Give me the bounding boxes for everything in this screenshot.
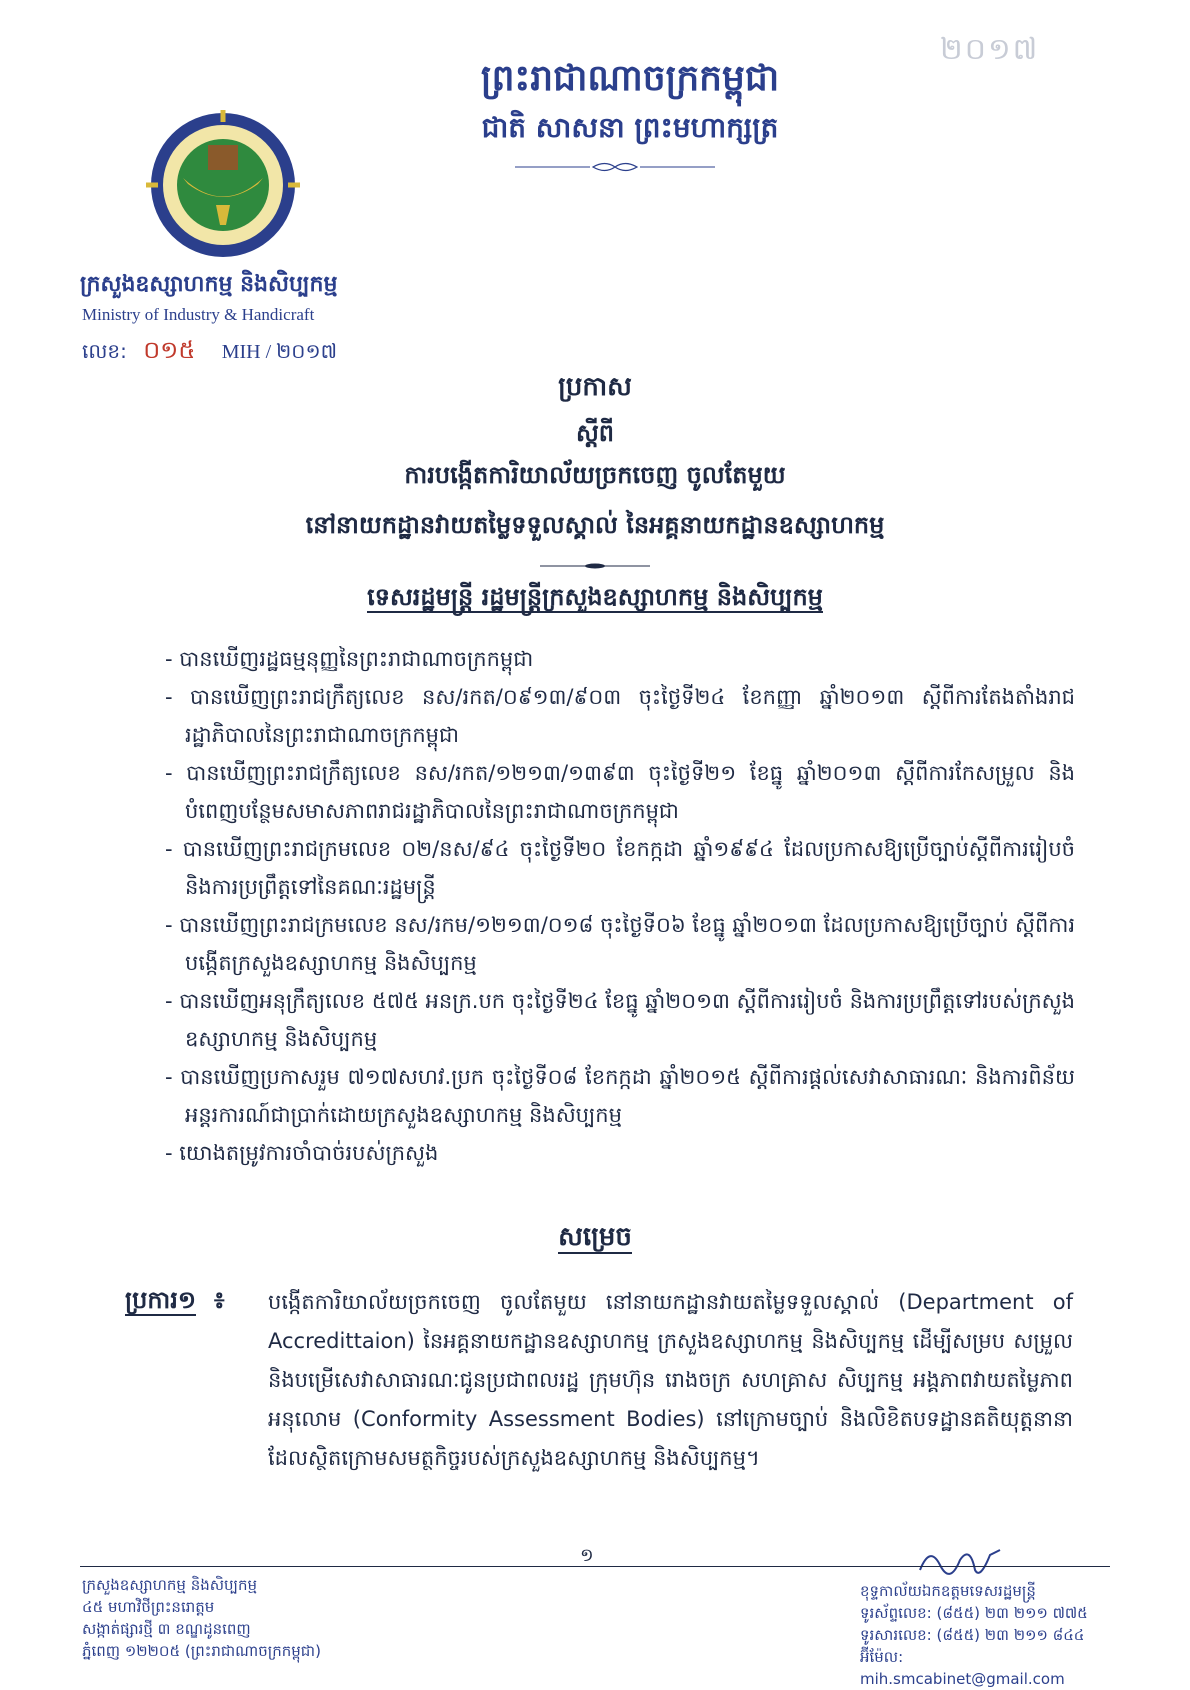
footer-contact-line: ខុទ្ទកាល័យឯកឧត្តមទេសរដ្ឋមន្ត្រី (860, 1582, 1036, 1600)
ministry-name-en: Ministry of Industry & Handicraft (82, 305, 315, 324)
decision-text: សម្រេច (558, 1222, 632, 1252)
recital-item: - បានឃើញព្រះរាជក្រមលេខ នស/រកម/១២១៣/០១៨ ចុះថ្ងៃទី០៦ ខែធ្នូ ឆ្នាំ២០១៣ ដែលប្រកាសឱ្យប្រើច្បាប់ ស្តីពីការបង្កើតក្រសួងឧស្សាហកម្ម និងសិប្បកម្ម (165, 913, 1075, 975)
document-type: ប្រកាស (558, 372, 632, 402)
ref-suffix: MIH / ២០១៧ (221, 341, 337, 363)
ornament-divider (515, 160, 715, 174)
article-1-separator: ៖ (214, 1286, 225, 1314)
title-line-2: នៅនាយកដ្ឋានវាយតម្លៃទទួលស្គាល់ នៃអគ្គនាយកដ្ឋានឧស្សាហកម្ម (305, 511, 885, 539)
footer-address-line: ភ្នំពេញ ១២២០៥ (ព្រះរាជាណាចក្រកម្ពុជា) (82, 1642, 321, 1660)
title-line-1: ការបង្កើតការិយាល័យច្រកចេញ ចូលតែមួយ (404, 461, 786, 489)
footer-contact-line: ទូរស័ព្ទលេខ: (៨៥៥) ២៣ ២១១ ៧៧៥ (860, 1604, 1088, 1622)
issuing-authority (150, 582, 1040, 617)
footer-address-line: ៤៥ មហាវិថីព្រះនរោត្តម (82, 1598, 215, 1616)
issuing-authority-text: ទេសរដ្ឋមន្ត្រី រដ្ឋមន្ត្រីក្រសួងឧស្សាហកម្ម និងសិប្បកម្ម (367, 583, 823, 611)
article-1-text: បង្កើតការិយាល័យច្រកចេញ ចូលតែមួយ នៅនាយកដ្ឋានវាយតម្លៃទទួលស្គាល់ (Department of Accredittaion) នៃអគ្គនាយកដ្ឋានឧស្សាហកម្ម ក្រសួងឧស្សាហកម្ម និងសិប្បកម្ម ដើម្បីសម្រប សម្រួល និងបម្រើសេវាសាធារណៈជូនប្រជាពលរដ្ឋ ក្រុមហ៊ុន រោងចក្រ សហគ្រាស សិប្បកម្ម អង្គភាពវាយតម្លៃភាពអនុលោម (Conformity Assessment Bodies) នៅក្រោមច្បាប់ និងលិខិតបទដ្ឋានគតិយុត្តនានា ដែលស្ថិតក្រោមសមត្ថកិច្ចរបស់ក្រសួងឧស្សាហកម្ម និងសិប្បកម្ម។ (268, 1290, 1073, 1470)
recital-item: - បានឃើញព្រះរាជក្រឹត្យលេខ នស/រកត/១២១៣/១៣៩៣ ចុះថ្ងៃទី២១ ខែធ្នូ ឆ្នាំ២០១៣ ស្តីពីការកែសម្រួល និងបំពេញបន្ថែមសមាសភាពរាជរដ្ឋាភិបាលនៃព្រះរាជាណាចក្រកម្ពុជា (165, 761, 1075, 823)
recitals-list (165, 640, 1075, 1172)
decision-heading (150, 1220, 1040, 1258)
ministry-seal-logo (128, 110, 318, 260)
recital-item: - បានឃើញអនុក្រឹត្យលេខ ៥៧៥ អនក្រ.បក ចុះថ្ងៃទី២៤ ខែធ្នូ ឆ្នាំ២០១៣ ស្តីពីការរៀបចំ និងការប្រព្រឹត្តទៅរបស់ក្រសួងឧស្សាហកម្ម និងសិប្បកម្ម (165, 989, 1075, 1051)
footer-address-line: ក្រសួងឧស្សាហកម្ម និងសិប្បកម្ម (82, 1576, 258, 1594)
regarding-label: ស្តីពី (575, 419, 615, 447)
ministry-name-kh: ក្រសួងឧស្សាហកម្ម និងសិប្បកម្ម (80, 272, 338, 297)
footer-contact (860, 1580, 1105, 1690)
article-1-label (125, 1285, 225, 1320)
ref-number: ០១៥ (143, 336, 196, 364)
reference-number (82, 335, 337, 370)
recital-item: - បានឃើញព្រះរាជក្រឹត្យលេខ នស/រកត/០៩១៣/៩០៣ ចុះថ្ងៃទី២៤ ខែកញ្ញា ឆ្នាំ២០១៣ ស្តីពីការតែងតាំងរាជរដ្ឋាភិបាលនៃព្រះរាជាណាចក្រកម្ពុជា (165, 685, 1075, 747)
footer-rule (80, 1566, 1110, 1567)
article-1-number: ប្រការ១ (125, 1286, 197, 1314)
small-divider (540, 563, 650, 569)
ref-label: លេខ: (82, 339, 127, 363)
footer-email[interactable]: អ៊ីម៉ែល: mih.smcabinet@gmail.com (860, 1648, 1065, 1688)
recital-item: - បានឃើញព្រះរាជក្រមលេខ ០២/នស/៩៤ ចុះថ្ងៃទី២០ ខែកក្កដា ឆ្នាំ១៩៩៤ ដែលប្រកាសឱ្យប្រើច្បាប់ស្តីពីការរៀបចំ និងការប្រព្រឹត្តទៅនៃគណៈរដ្ឋមន្ត្រី (165, 837, 1075, 899)
year-stamp: ២០១៧ (940, 32, 1040, 67)
page-number: ១ (580, 1545, 594, 1566)
recital-item: - យោងតម្រូវការចាំបាច់របស់ក្រសួង (165, 1141, 439, 1165)
footer-address (82, 1574, 321, 1662)
footer-contact-line: ទូរសារលេខ: (៨៥៥) ២៣ ២១១ ៨៤៤ (860, 1626, 1085, 1644)
signature-mark (915, 1540, 1015, 1585)
recital-item: - បានឃើញរដ្ឋធម្មនុញ្ញនៃព្រះរាជាណាចក្រកម្ពុជា (165, 647, 534, 671)
kingdom-title: ព្រះរាជាណាចក្រកម្ពុជា (480, 58, 780, 99)
recital-item: - បានឃើញប្រកាសរួម ៧១៧សហវ.ប្រក ចុះថ្ងៃទី០៨ ខែកក្កដា ឆ្នាំ២០១៥ ស្តីពីការផ្តល់សេវាសាធារណៈ និងការពិន័យ អន្តរការណ៍ជាប្រាក់ដោយក្រសួងឧស្សាហកម្ម និងសិប្បកម្ម (165, 1065, 1075, 1127)
national-motto: ជាតិ សាសនា ព្រះមហាក្សត្រ (481, 111, 779, 144)
footer-address-line: សង្កាត់ផ្សារថ្មី ៣ ខណ្ឌដូនពេញ (82, 1620, 251, 1638)
